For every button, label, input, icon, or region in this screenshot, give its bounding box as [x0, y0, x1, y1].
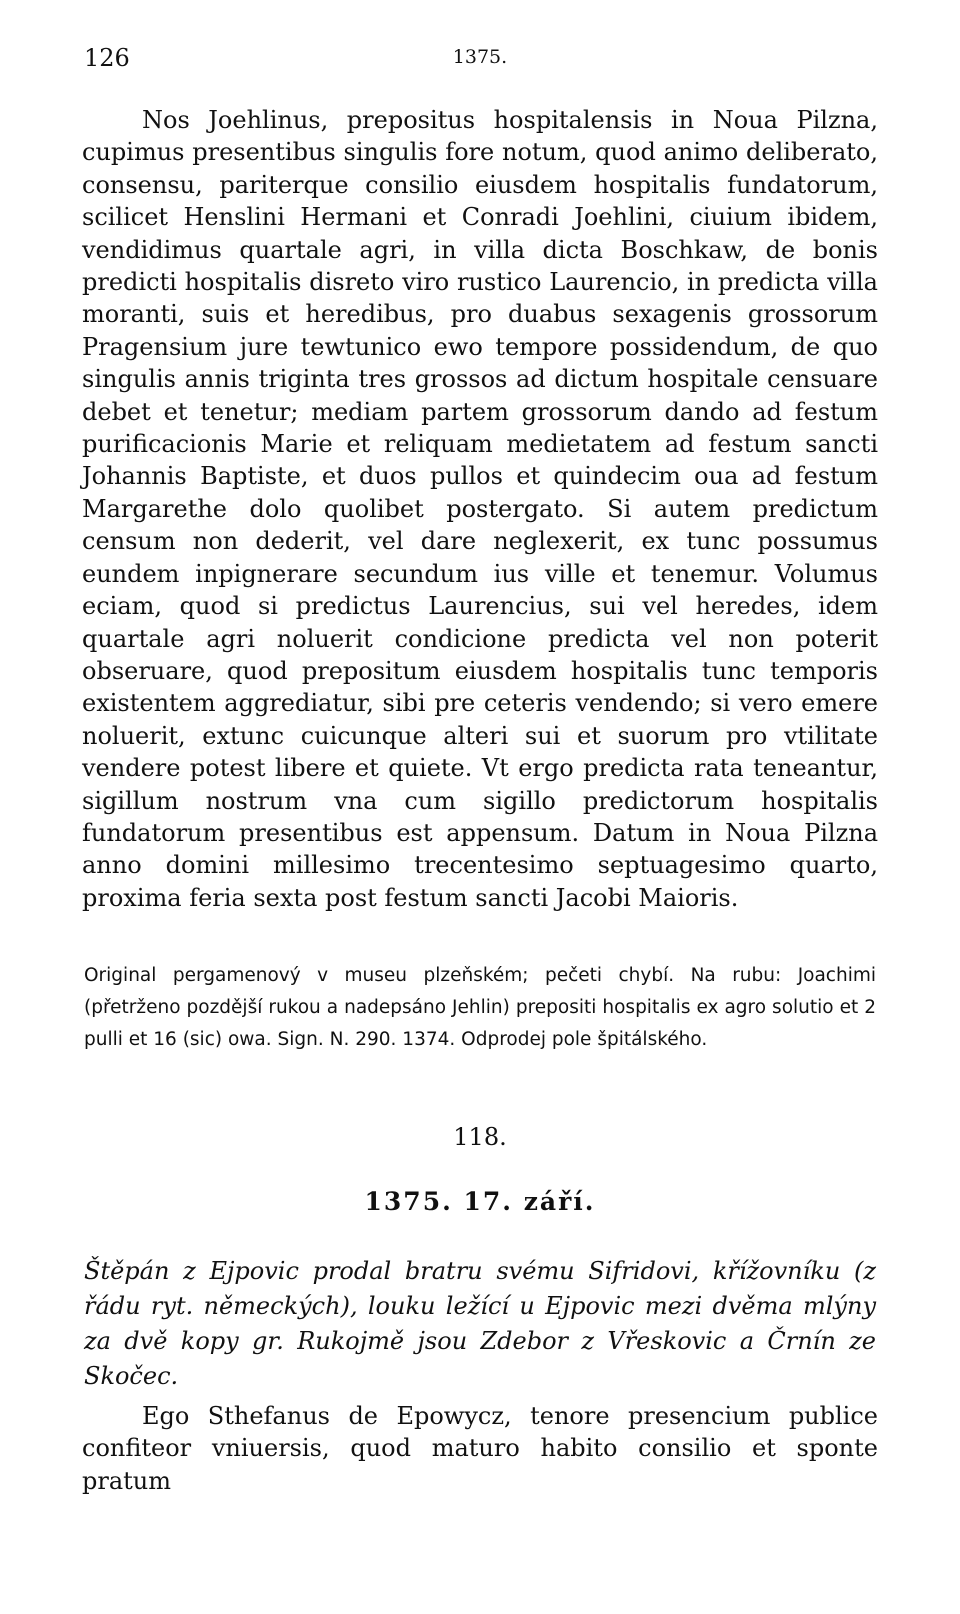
page-number: 126	[84, 44, 130, 72]
page-header	[84, 44, 876, 76]
running-year: 1375.	[452, 46, 508, 68]
document-text-start: Ego Sthefanus de Epowycz, tenore presencium publice confiteor vniuersis, quod maturo habito consilio et sponte pratum	[82, 1402, 878, 1495]
document-number: 118.	[453, 1123, 507, 1151]
document-date: 1375. 17. září.	[364, 1187, 596, 1216]
charter-text-paragraph: Nos Joehlinus, prepositus hospitalensis in Noua Pilzna, cupimus presentibus singulis fore notum, quod animo deliberato, consensu, pariterque consilio eiusdem hospitalis fundatorum, scilicet Henslini Hermani et Conradi Joehlini, ciuium ibidem, vendidimus quartale agri, in villa dicta Boschkaw, de bonis predicti hospitalis disreto viro rustico Laurencio, in predicta villa moranti, suis et heredibus, pro duabus sexagenis grossorum Pragensium jure tewtunico ewo tempore possidendum, de quo singulis annis triginta tres grossos ad dictum hospitale censuare debet et tenetur; mediam partem grossorum dando ad festum purificacionis Marie et reliquam medietatem ad festum sancti Johannis Baptiste, et duos pullos et quindecim oua ad festum Margarethe dolo quolibet postergato. Si autem predictum censum non dederit, vel dare neglexerit, ex tunc possumus eundem inpignerare secundum ius ville et tenemur. Volumus eciam, quod si predictus Laurencius, sui vel heredes, idem quartale agri noluerit condicione predicta vel non poterit obseruare, quod prepositum eiusdem hospitalis tunc temporis existentem aggrediatur, sibi pre ceteris vendendo; si vero emere noluerit, extunc cuicunque alteri sui et suorum pro vtilitate vendere potest libere et quiete. Vt ergo predicta rata teneantur, sigillum nostrum vna cum sigillo predictorum hospitalis fundatorum presentibus est appensum. Datum in Noua Pilzna anno domini millesimo trecentesimo septuagesimo quarto, proxima feria sexta post festum sancti Jacobi Maioris.	[82, 106, 878, 912]
document-regest: Štěpán z Ejpovic prodal bratru svému Sifridovi, křížovníku (z řádu ryt. německých), louku ležící u Ejpovic mezi dvěma mlýny za dvě kopy gr. Rukojmě jsou Zdebor z Vřeskovic a Črnín ze Skočec.	[84, 1257, 876, 1390]
archival-note: Original pergamenový v museu plzeňském; pečeti chybí. Na rubu: Joachimi (přetrženo pozdější rukou a nadepsáno Jehlin) prepositi hospitalis ex agro solutio et 2 pulli et 16 (sic) owa. Sign. N. 290. 1374. Odprodej pole špitálského.	[84, 965, 876, 1050]
